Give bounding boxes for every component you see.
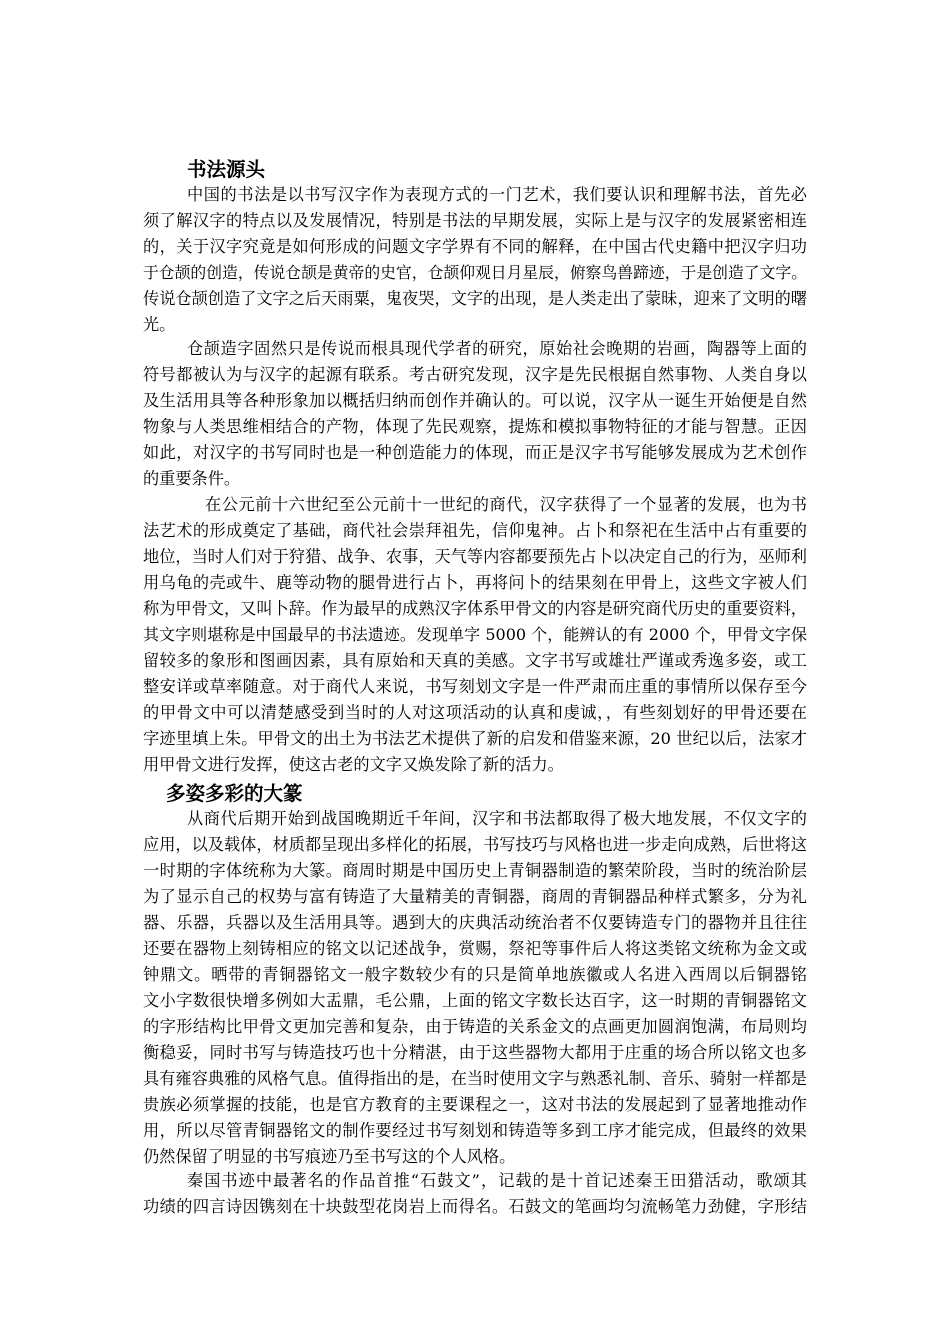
text-line: 其文字则堪称是中国最早的书法遗迹。发现单字 5000 个，能辨认的有 2000 个，甲骨文字保 — [143, 625, 807, 644]
text-line: 整安详或草率随意。对于商代人来说，书写刻划文字是一件严肃而庄重的事情所以保存至今 — [143, 677, 807, 696]
text-line: 仍然保留了明显的书写痕迹乃至书写这的个人风格。 — [143, 1147, 516, 1166]
text-line: 器、乐器，兵器以及生活用具等。遇到大的庆典活动统治者不仅要铸造专门的器物并且往往 — [143, 913, 807, 932]
text-line: 符号都被认为与汉字的起源有联系。考古研究发现，汉字是先民根据自然事物、人类自身以 — [143, 365, 807, 384]
text-line: 的甲骨文中可以清楚感受到当时的人对这项活动的认真和虔诚，，有些刻划好的甲骨还要在 — [143, 703, 807, 722]
text-line: 为了显示自己的权势与富有铸造了大量精美的青铜器，商周的青铜器品种样式繁多，分为礼 — [143, 887, 807, 906]
text-line: 仓颉造字固然只是传说而根具现代学者的研究，原始社会晚期的岩画，陶器等上面的 — [187, 339, 807, 358]
text-line: 称为甲骨文，又叫卜辞。作为最早的成熟汉字体系甲骨文的内容是研究商代历史的重要资料， — [143, 599, 807, 618]
text-line: 衡稳妥，同时书写与铸造技巧也十分精湛，由于这些器物大都用于庄重的场合所以铭文也多 — [143, 1043, 807, 1062]
text-line: 留较多的象形和图画因素，具有原始和天真的美感。文字书写或雄壮严谨或秀逸多姿，或工 — [143, 651, 807, 670]
text-line: 用，所以尽管青铜器铭文的制作要经过书写刻划和铸造等多到工序才能完成，但最终的效果 — [143, 1121, 807, 1140]
text-line: 传说仓颉创造了文字之后天雨粟，鬼夜哭，文字的出现，是人类走出了蒙昧，迎来了文明的曙 — [143, 289, 807, 308]
text-line: 贵族必须掌握的技能，也是官方教育的主要课程之一，这对书法的发展起到了显著地推动作 — [143, 1095, 807, 1114]
text-line: 字迹里填上朱。甲骨文的出土为书法艺术提供了新的启发和借鉴来源，20 世纪以后，法家才 — [143, 729, 807, 748]
text-line: 用甲骨文进行发挥，使这古老的文字又焕发除了新的活力。 — [143, 755, 564, 774]
text-line: 法艺术的形成奠定了基础，商代社会崇拜祖先，信仰鬼神。占卜和祭祀在生活中占有重要的 — [143, 521, 807, 540]
text-line: 的，关于汉字究竟是如何形成的问题文字学界有不同的解释，在中国古代史籍中把汉字归功 — [143, 237, 807, 256]
text-line: 用乌龟的壳或牛、鹿等动物的腿骨进行占卜，再将问卜的结果刻在甲骨上，这些文字被人们 — [143, 573, 807, 592]
text-line: 须了解汉字的特点以及发展情况，特别是书法的早期发展，实际上是与汉字的发展紧密相连 — [143, 211, 807, 230]
text-line: 的字形结构比甲骨文更加完善和复杂，由于铸造的关系金文的点画更加圆润饱满，布局则均 — [143, 1017, 807, 1036]
text-line: 中国的书法是以书写汉字作为表现方式的一门艺术，我们要认识和理解书法，首先必 — [187, 185, 807, 204]
text-line: 一时期的字体统称为大篆。商周时期是中国历史上青铜器制造的繁荣阶段，当时的统治阶层 — [143, 861, 807, 880]
text-line: 于仓颉的创造，传说仓颉是黄帝的史官，仓颉仰观日月星辰，俯察鸟兽蹄迹，于是创造了文字。 — [143, 263, 807, 282]
text-line: 及生活用具等各种形象加以概括归纳而创作并确认的。可以说，汉字从一诞生开始便是自然 — [143, 391, 807, 410]
text-line: 文小字数很快增多例如大盂鼎，毛公鼎，上面的铭文字数长达百字，这一时期的青铜器铭文 — [143, 991, 807, 1010]
text-line: 钟鼎文。晒带的青铜器铭文一般字数较少有的只是简单地族徽或人名进入西周以后铜器铭 — [143, 965, 807, 984]
section-heading-great-seal-script: 多姿多彩的大篆 — [166, 782, 303, 805]
text-line: 物象与人类思维相结合的产物，体现了先民观察，提炼和模拟事物特征的才能与智慧。正因 — [143, 417, 807, 436]
text-line: 具有雍容典雅的风格气息。值得指出的是，在当时使用文字与熟悉礼制、音乐、骑射一样都是 — [143, 1069, 807, 1088]
text-line: 的重要条件。 — [143, 469, 241, 488]
text-line: 从商代后期开始到战国晚期近千年间，汉字和书法都取得了极大地发展，不仅文字的 — [187, 809, 807, 828]
text-line: 功绩的四言诗因镌刻在十块鼓型花岗岩上而得名。石鼓文的笔画均匀流畅笔力劲健，字形结 — [143, 1197, 807, 1216]
text-line: 地位，当时人们对于狩猎、战争、农事，天气等内容都要预先占卜以决定自己的行为，巫师利 — [143, 547, 807, 566]
text-line: 光。 — [143, 315, 176, 334]
text-line: 应用，以及载体，材质都呈现出多样化的拓展，书写技巧与风格也进一步走向成熟，后世将这 — [143, 835, 807, 854]
text-line: 还要在器物上刻铸相应的铭文以记述战争，赏赐，祭祀等事件后人将这类铭文统称为金文或 — [143, 939, 807, 958]
text-line: 秦国书迹中最著名的作品首推“石鼓文”，记载的是十首记述秦王田猎活动，歌颂其 — [187, 1171, 807, 1190]
text-line: 如此，对汉字的书写同时也是一种创造能力的体现，而正是汉字书写能够发展成为艺术创作 — [143, 443, 807, 462]
text-line: 在公元前十六世纪至公元前十一世纪的商代，汉字获得了一个显著的发展，也为书 — [205, 495, 807, 514]
section-heading-calligraphy-origins: 书法源头 — [187, 158, 266, 181]
